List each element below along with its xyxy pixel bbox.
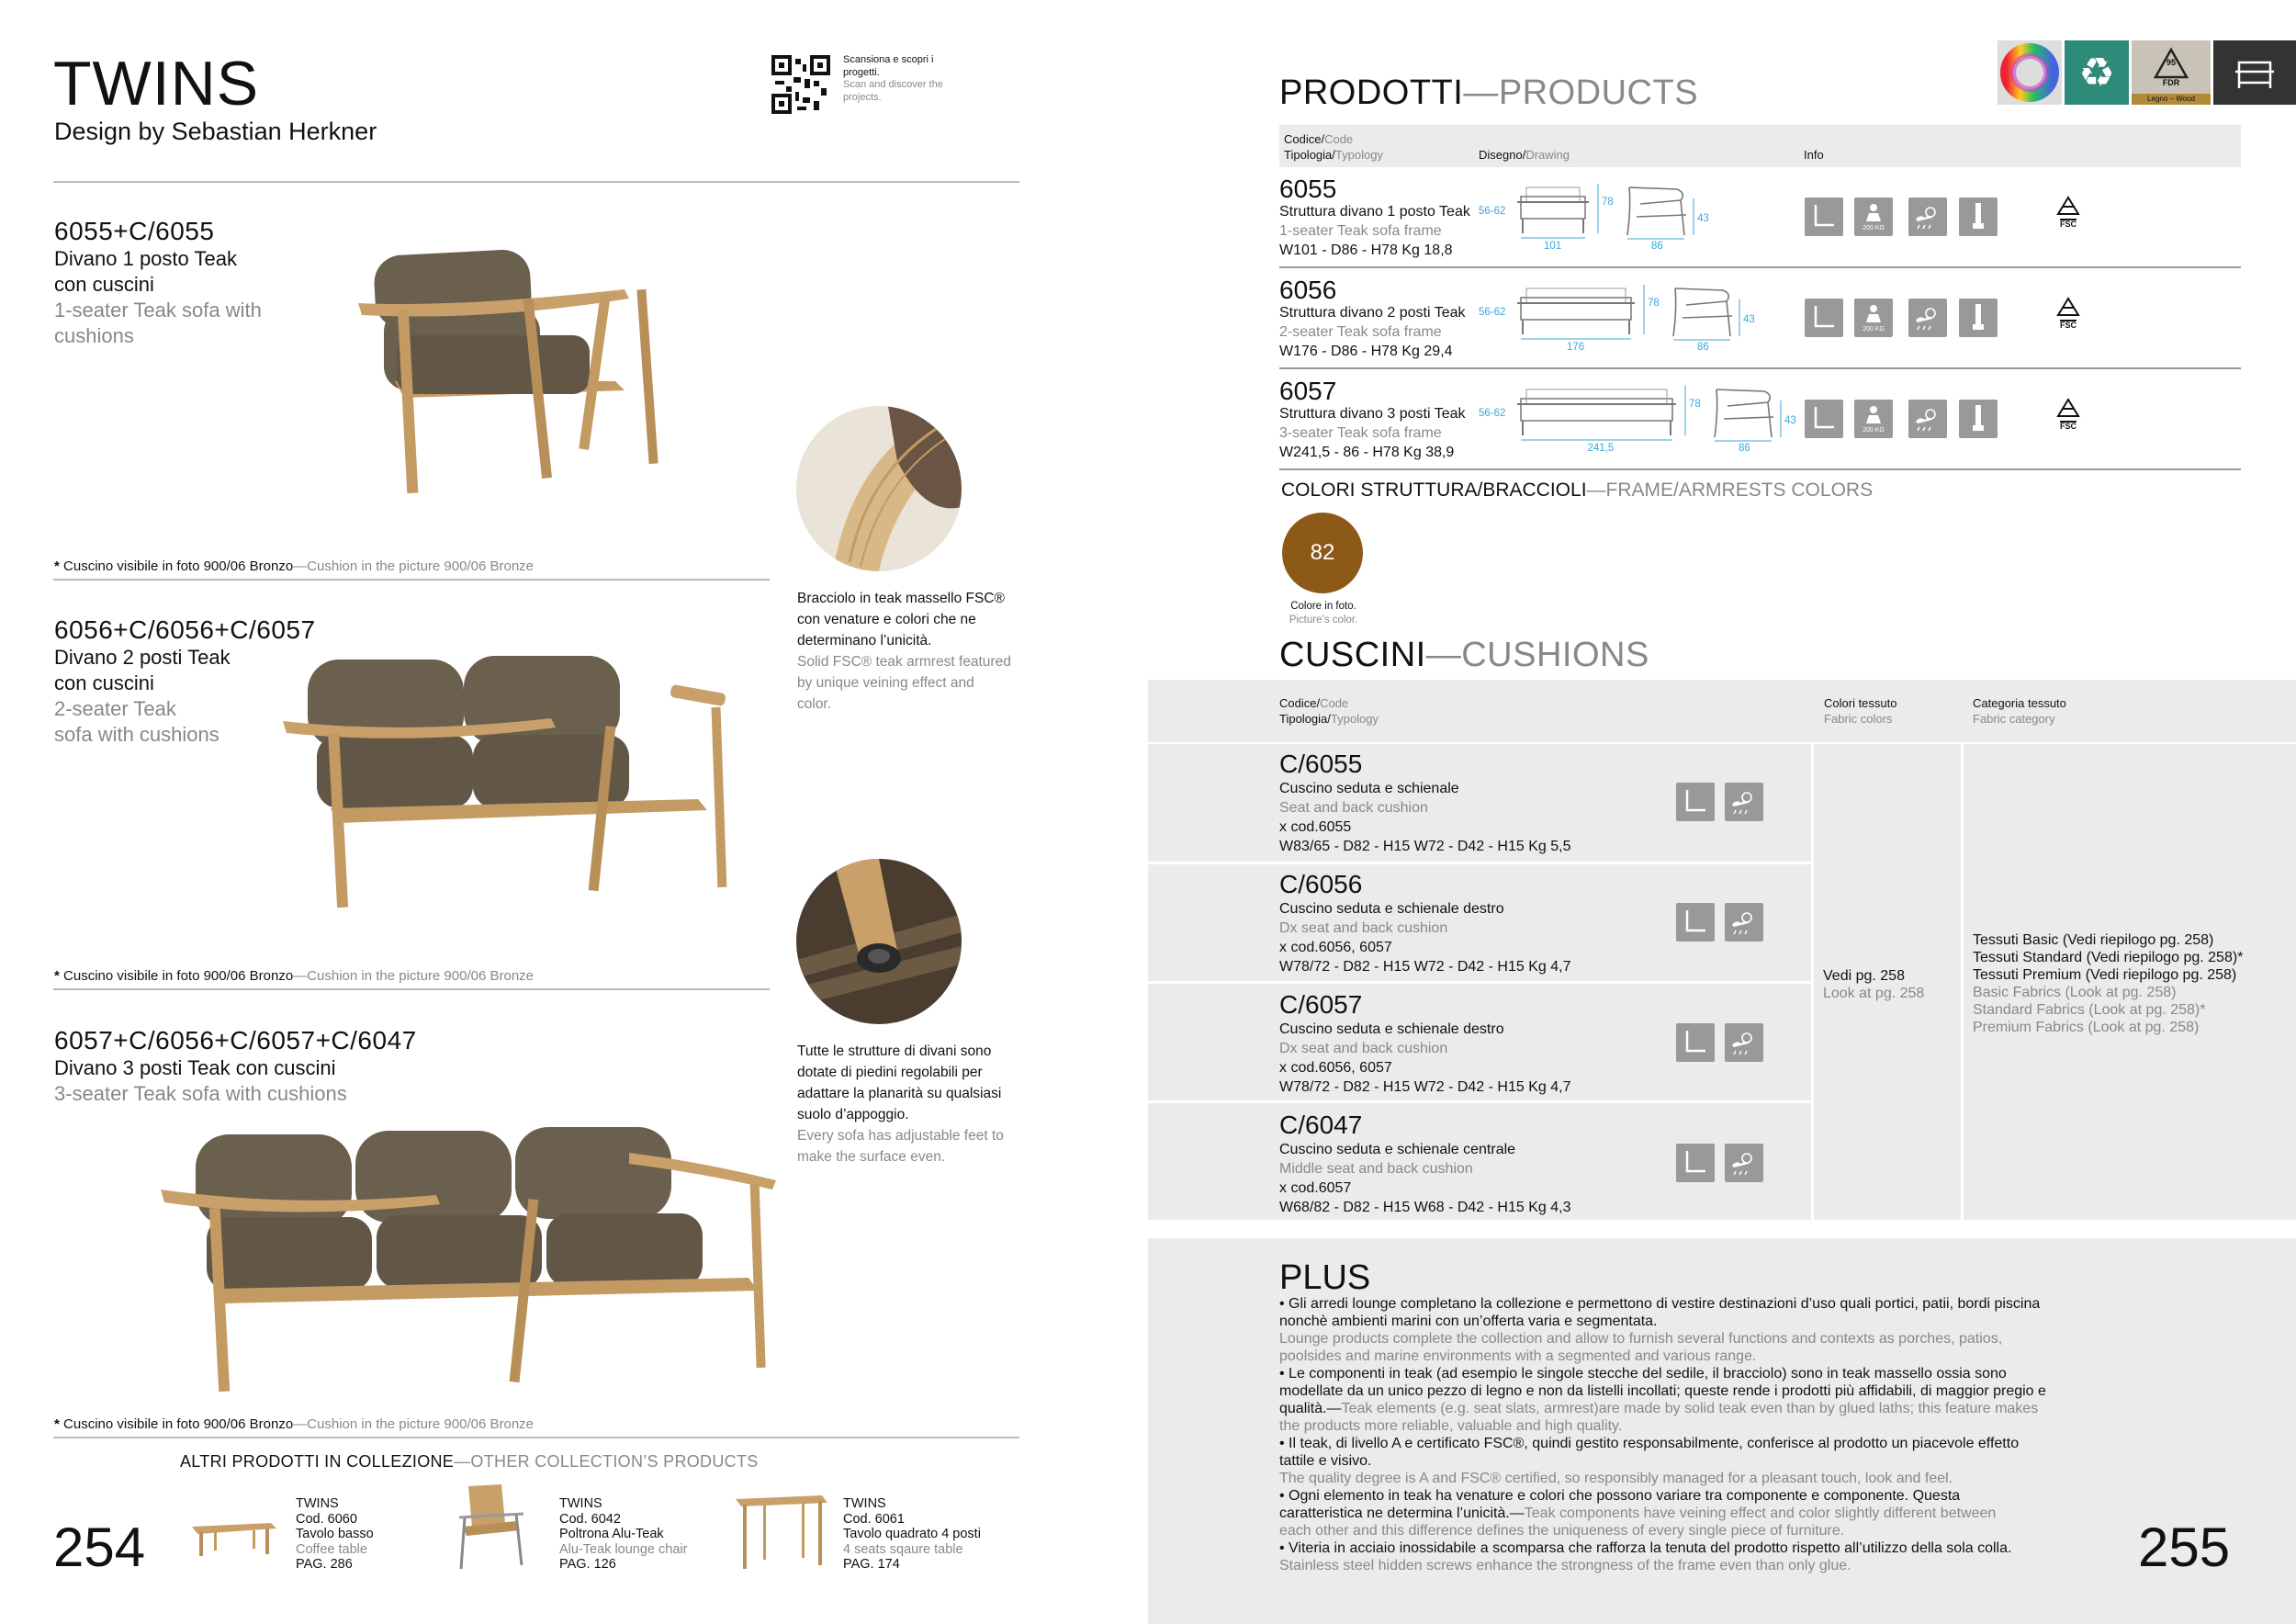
side-drawing: [1668, 281, 1750, 345]
outdoor-seat-icon: [1805, 400, 1843, 438]
plus-text: • Gli arredi lounge completano la collezione e permettono di vestire destinazioni d’uso quali portici, patii, bordi piscina nonchè ambienti marini con un’offerta varia e segmentata. Lounge products complete the collection and allow to furnish several functions and contexts as porches, patios, poolsides and marine environments with a segmented and various range. • Le componenti in teak (ad esempio le singole stecche del sedile, il bracciolo) sono in teak massello ossia sono modellate da un unico pezzo di legno e non da listelli incollati; queste rende i prodotti più affidabili, di maggior pregio e qualità.—Teak elements (e.g. seat slats, armrest)are made by solid teak even than by glued laths; this feature makes the products more reliable, valuable and high quality. • Il teak, di livello A e certificato FSC®, quindi gestito responsabilmente, conferisce al prodotto un piacevole effetto tattile e visivo. The quality degree is A and FSC® certified, so responsibly managed for a pleasant touch, look and feel. • Ogni elemento in teak ha venature e colori che possono variare tra componente e componente. Questa caratteristica ne determina l’unicità.—Teak components have veining effect and color slightly different between each other and this difference defines the uniqueness of every single piece of furniture. • Viteria in acciaio inossidabile a scomparsa che rafforza la tenuta del prodotto rispetto all’utilizzo della sola colla. Stainless steel hidden screws enhance the strongness of the frame even than only glue.: [1279, 1296, 2046, 1573]
adjustable-feet-icon: [1959, 197, 1998, 236]
front-drawing: [1517, 281, 1655, 345]
product-6055-block: 6055+C/6055 Divano 1 posto Teak con cuscini 1-seater Teak sofa with cushions: [54, 217, 262, 347]
product-code: 6055+C/6055: [54, 217, 215, 245]
product-code: 6057+C/6056+C/6057+C/6047: [54, 1026, 417, 1054]
divider: [53, 579, 770, 581]
outdoor-seat-icon: [1676, 783, 1715, 821]
product-6056-block: 6056+C/6056+C/6057 Divano 2 posti Teak con cuscini 2-seater Teak sofa with cushions: [54, 615, 316, 746]
row-code: 6056: [1279, 276, 1337, 304]
weather-resistant-icon: [1908, 299, 1947, 337]
color-wheel-badge: [1998, 40, 2062, 105]
outdoor-seat-icon: [1676, 1144, 1715, 1182]
cushion-note-1: * Cuscino visibile in foto 900/06 Bronzo—Cushion in the picture 900/06 Bronze: [54, 558, 534, 574]
divider: [53, 181, 1019, 183]
other-product-6060[interactable]: TWINS Cod. 6060 Tavolo basso Coffee table PAG. 286: [296, 1496, 374, 1572]
fsc-logo-icon: FSC: [2051, 297, 2086, 333]
weight-capacity-icon: 200 KG: [1854, 197, 1893, 236]
cushions-title: CUSCINI—CUSHIONS: [1279, 636, 1649, 674]
adjustable-feet-icon: [1959, 299, 1998, 337]
divider: [1279, 468, 2241, 470]
product-code: 6056+C/6056+C/6057: [54, 615, 316, 644]
cushion-note-2: * Cuscino visibile in foto 900/06 Bronzo—Cushion in the picture 900/06 Bronze: [54, 968, 534, 984]
fabric-category-ref[interactable]: Tessuti Basic (Vedi riepilogo pg. 258) Tessuti Standard (Vedi riepilogo pg. 258)* Tessuti Premium (Vedi riepilogo pg. 258) Basic Fabrics (Look at pg. 258) Standard Fabrics (Look at pg. 258)* Premium Fabrics (Look at pg. 258): [1973, 932, 2244, 1035]
three-seater-photo: [152, 1107, 785, 1410]
sofa-category-icon: [2213, 40, 2296, 105]
adjustable-foot-photo: [796, 859, 962, 1024]
other-product-6042[interactable]: TWINS Cod. 6042 Poltrona Alu-Teak Alu-Teak lounge chair PAG. 126: [559, 1496, 688, 1572]
weather-resistant-icon: [1725, 1023, 1763, 1062]
weight-capacity-icon: 200 KG: [1854, 400, 1893, 438]
svg-text:♻: ♻: [2078, 50, 2115, 96]
color-caption: Colore in foto. Picture’s color.: [1289, 601, 1358, 626]
adjustable-feet-icon: [1959, 400, 1998, 438]
outdoor-seat-icon: [1805, 299, 1843, 337]
color-swatch-82[interactable]: 82: [1282, 513, 1363, 593]
fsc-logo-icon: FSC: [2051, 398, 2086, 434]
divider: [53, 1437, 1019, 1438]
outdoor-seat-icon: [1676, 903, 1715, 942]
recycle-icon: [2065, 40, 2129, 105]
cushion-note-3: * Cuscino visibile in foto 900/06 Bronzo—Cushion in the picture 900/06 Bronze: [54, 1416, 534, 1432]
armrest-caption: Bracciolo in teak massello FSC® con venature e colori che ne determinano l’unicità. Solid FSC® teak armrest featured by unique veining effect and color.: [797, 591, 1011, 712]
frame-colors-title: COLORI STRUTTURA/BRACCIOLI—FRAME/ARMRESTS COLORS: [1281, 479, 1874, 501]
cushion-code: C/6055: [1279, 750, 1363, 778]
cushion-code: C/6057: [1279, 990, 1363, 1019]
page-number-left: 254: [53, 1517, 146, 1578]
weather-resistant-icon: [1725, 1144, 1763, 1182]
divider: [53, 988, 770, 990]
cushion-code: C/6047: [1279, 1111, 1363, 1139]
other-product-6061[interactable]: TWINS Cod. 6061 Tavolo quadrato 4 posti 4 seats sqaure table PAG. 174: [843, 1496, 981, 1572]
divider: [1279, 266, 2241, 268]
divider: [1279, 367, 2241, 369]
side-drawing: [1622, 180, 1705, 244]
weather-resistant-icon: [1908, 400, 1947, 438]
fsc-logo-icon: FSC: [2051, 196, 2086, 232]
front-drawing: [1517, 382, 1696, 446]
weight-capacity-icon: 200 KG: [1854, 299, 1893, 337]
coffee-table-thumb[interactable]: [188, 1516, 280, 1562]
row-code: 6057: [1279, 377, 1337, 405]
page-title: TWINS: [53, 49, 260, 118]
square-table-thumb[interactable]: [730, 1490, 831, 1573]
front-drawing: [1517, 180, 1609, 244]
qr-code-icon[interactable]: [771, 55, 830, 114]
feet-caption: Tutte le strutture di divani sono dotate di piedini regolabili per adattare la planarità su qualsiasi suolo d’appoggio. Every sofa has adjustable feet to make the surface even.: [797, 1043, 1004, 1165]
row-code: 6055: [1279, 175, 1337, 203]
weather-resistant-icon: [1725, 903, 1763, 942]
other-products-title: ALTRI PRODOTTI IN COLLEZIONE—OTHER COLLECTION’S PRODUCTS: [180, 1452, 759, 1471]
designer-credit: Design by Sebastian Herkner: [54, 118, 377, 145]
outdoor-seat-icon: [1805, 197, 1843, 236]
products-table-header: [1279, 125, 2241, 167]
qr-caption: Scansiona e scopri i progetti. Scan and discover the projects.: [843, 54, 943, 103]
armrest-detail-photo: [796, 406, 962, 571]
fabric-colors-ref[interactable]: Vedi pg. 258 Look at pg. 258: [1823, 968, 1925, 1001]
wood-material-badge: 95 FDR Legno – Wood: [2132, 40, 2211, 105]
outdoor-seat-icon: [1676, 1023, 1715, 1062]
products-title: PRODOTTI—PRODUCTS: [1279, 73, 1699, 112]
weather-resistant-icon: [1908, 197, 1947, 236]
side-drawing: [1709, 382, 1792, 446]
weather-resistant-icon: [1725, 783, 1763, 821]
cushion-code: C/6056: [1279, 870, 1363, 898]
armchair-photo: [349, 243, 661, 510]
product-6057-block: 6057+C/6056+C/6057+C/6047 Divano 3 posti Teak con cuscini 3-seater Teak sofa with cushions: [54, 1026, 417, 1105]
lounge-chair-thumb[interactable]: [450, 1481, 533, 1573]
plus-title: PLUS: [1279, 1258, 1371, 1297]
page-number-right: 255: [2138, 1517, 2231, 1578]
two-seater-photo: [276, 643, 735, 919]
